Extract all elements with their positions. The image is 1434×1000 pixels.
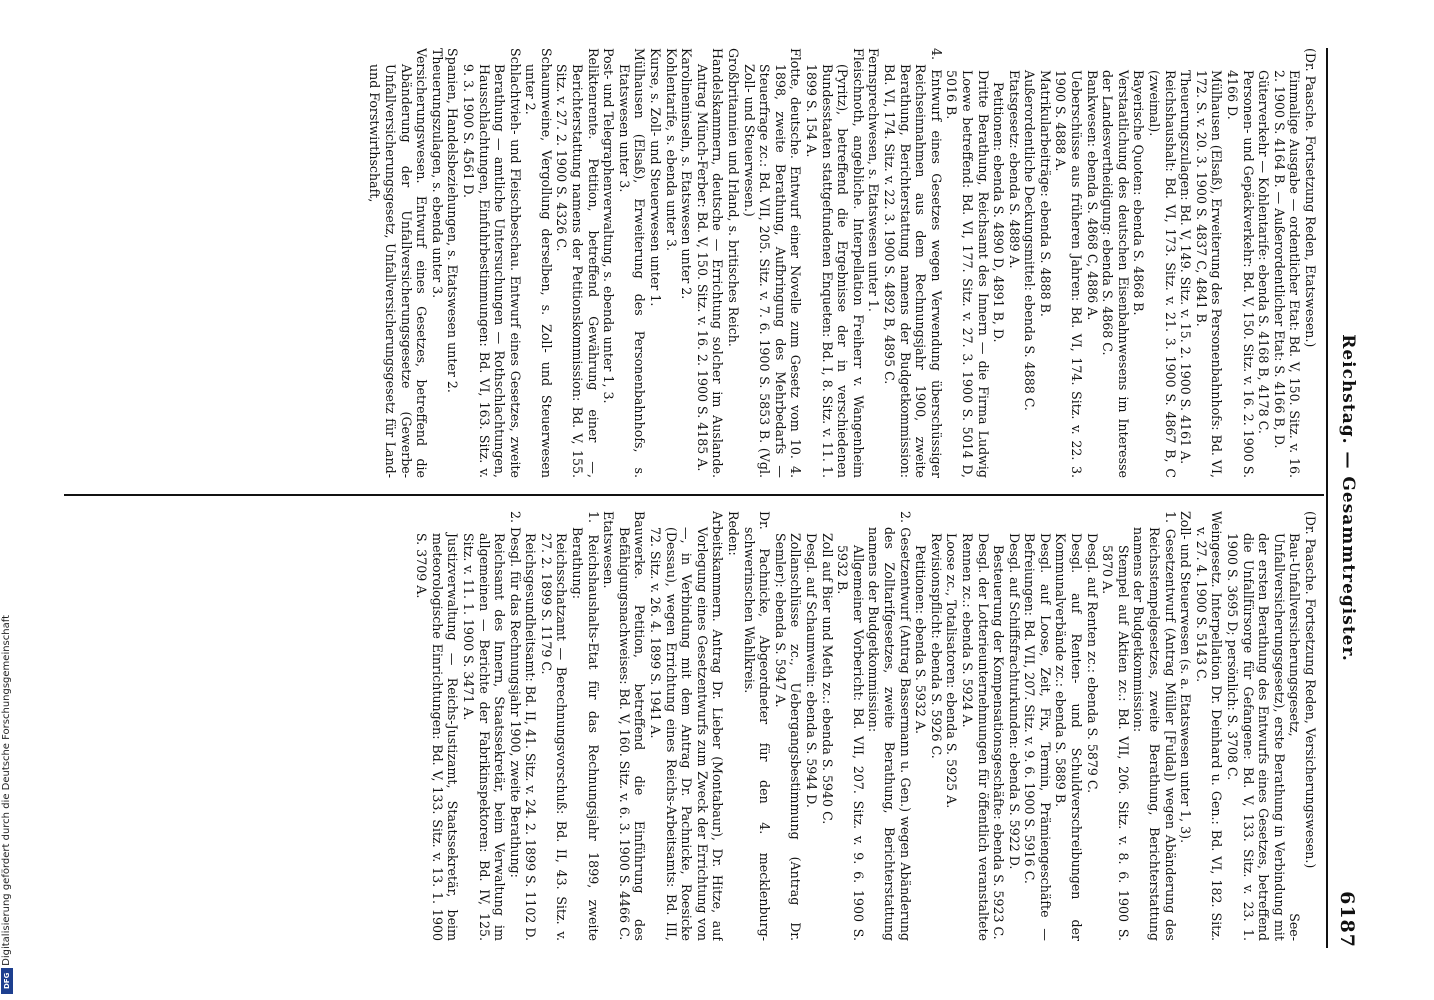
- running-head: [1330, 48, 1358, 948]
- register-entry: Kohlentarife, s. ebenda unter 3.: [663, 48, 679, 251]
- column-divider: [64, 494, 1324, 496]
- register-entry: Schlachtvieh- und Fleischbeschau. Entwurf eines Gesetzes, zweite Berathung — amtliche Untersuchungen — Rothschlachtungen, Hausschlachtungen, Einfuhrbestimmungen: Bd. VI, 163. Sitz. v. 9. 3. 1900 S. 4561 D.: [460, 48, 523, 478]
- register-entry: Spanien, Handelsbeziehungen, s. Etatswesen unter 2.: [445, 48, 461, 393]
- register-entry: Mülhausen (Elsaß), Erweiterung des Personenbahnhofs: Bd. VI, 172. S. v. 20. 3. 1900 S. 4837 C, 4841 B.: [1193, 70, 1225, 478]
- running-head-title: Reichstag. — Gesammtregister.: [1338, 334, 1358, 662]
- register-entry: Bayerische Quoten: ebenda S. 4868 B.: [1131, 70, 1147, 316]
- register-entry: Arbeitskammern. Antrag Dr. Lieber (Montabaur), Dr. Hitze, auf Vorlegung eines Gesetzentwurfs zum Zweck der Errichtung von —, in Verbindung mit dem Antrag Dr. Pachnicke, Roesicke (Dessau), wegen Errichtung eines Reichs-Arbeitsamts: Bd. III, 72. Sitz. v. 26. 4. 1899 S. 1941 A.: [648, 511, 726, 941]
- register-entry: Etatswesen.: [601, 511, 617, 589]
- funding-attribution: Digitalisierung gefördert durch die Deutsche Forschungsgemeinschaft: [1, 615, 12, 966]
- register-entry: Güterverkehr — Kohlentarife: ebenda S. 4168 B, 4178 C.: [1256, 70, 1272, 434]
- footer-strip: [0, 0, 14, 1000]
- register-entry: Dritte Berathung, Reichsamt des Innern — die Firma Ludwig Loewe betreffend: Bd. VI, 177. Sitz. v. 27. 3. 1900 S. 5014 D, 5016 B.: [944, 70, 991, 478]
- register-entry: Verstaatlichung des deutschen Eisenbahnwesens im Interesse der Landesvertheidigung: ebenda S. 4868 C.: [1100, 70, 1131, 478]
- register-entry: Reichsamt des Innern, Staatssekretär, beim Verwaltung im allgemeinen — Berichte der Fabrikinspektoren: Bd. IV, 125. Sitz. v. 11. 1. 1900 S. 3471 A.: [460, 533, 508, 941]
- register-entry: (Dr. Paasche. Fortsetzung Reden, Etatswesen.): [1303, 48, 1318, 348]
- register-entry: Handelskammern, deutsche — Errichtung solcher im Auslande. Antrag Münch-Ferber: Bd. V, 150. Sitz. v. 16. 2. 1900 S. 4185 A.: [694, 48, 726, 478]
- register-entry: Desgl. auf Loose, Zeit, Fix, Termin, Prämiengeschäfte — Befreiungen: Bd. VII, 207. Sitz. v. 9. 6. 1900 S. 5916 C.: [1022, 533, 1053, 941]
- register-entry: Versicherungswesen. Entwurf eines Gesetzes, betreffend die Abänderung der Unfallversicherungsgesetze (Gewerbe-Unfallversicherungsgesetz, Unfallversicherungsgesetz für Land- und Forstwirthschaft,: [367, 48, 430, 478]
- register-entry: 4. Entwurf eines Gesetzes wegen Verwendung überschüssiger Reichseinnahmen aus dem Rechnungsjahr 1900, zweite Berathung, Berichterstattung namens der Budgetkommission: Bd. VI, 174. Sitz. v. 22. 3. 1900 S. 4892 B, 4895 C.: [881, 48, 944, 478]
- register-entry: Stempel auf Aktien zc.: Bd. VII, 206. Sitz. v. 8. 6. 1900 S. 5870 A.: [1100, 545, 1131, 941]
- register-entry: Zoll- und Steuerwesen (s. a. Etatswesen unter 1, 3).: [1178, 511, 1194, 844]
- register-entry: Desgl. der Lotterieunternehmungen für öffentlich veranstaltete Rennen zc.: ebenda S. 5924 A.: [959, 533, 991, 941]
- register-entry: (Dr. Paasche. Fortsetzung Reden, Versicherungswesen.): [1303, 511, 1318, 869]
- register-entry: Einmalige Ausgabe — ordentlicher Etat: Bd. V, 150. Sitz. v. 16. 2. 1900 S. 4164 B. — Außerordentlicher Etat: S. 4166 B, D.: [1271, 70, 1303, 478]
- register-entry: Mülhausen (Elsaß), Erweiterung des Personenbahnhofs, s. Etatswesen unter 3.: [616, 48, 648, 478]
- register-entry: Desgl. auf Renten- und Schuldverschreibungen der Kommunalverbände zc.: ebenda S. 5889 B.: [1053, 533, 1085, 941]
- register-entry: Desgl. auf Schaumwein: ebenda S. 5944 D.: [804, 533, 819, 808]
- register-entry: Außerordentliche Deckungsmittel: ebenda S. 4888 C.: [1022, 70, 1038, 411]
- register-entry: 2. Desgl. für das Rechnungsjahr 1900, zweite Berathung:: [507, 511, 523, 878]
- register-entry: Theuerungszulagen: Bd. V, 149. Sitz. v. 15. 2. 1900 S. 4161 A.: [1178, 70, 1194, 465]
- register-entry: Reliktenrente. Petition, betreffend Gewährung einer —, Berichterstattung namens der Petitionskommission: Bd. V, 155. Sitz. v. 27. 2. 1900 S. 4326 C.: [554, 48, 601, 478]
- register-entry: Weingesetz. Interpellation Dr. Deinhard u. Gen.: Bd. VI, 182. Sitz. v. 27. 4. 1900 S. 5143 C.: [1193, 511, 1225, 941]
- register-entry: 1. Reichshaushalts-Etat für das Rechnungsjahr 1899, zweite Berathung:: [570, 511, 601, 941]
- rotated-register-page: [58, 48, 1358, 948]
- register-entry: Etatsgesetz: ebenda S. 4889 A.: [1006, 70, 1022, 269]
- register-entry: Personen- und Gepäckverkehr: Bd. V, 150. Sitz. v. 16. 2. 1900 S. 4166 D.: [1225, 70, 1256, 478]
- register-entry: Allgemeiner Vorbericht: Bd. VII, 207. Sitz. v. 9. 6. 1900 S. 5932 B.: [835, 545, 866, 941]
- register-entry: Schaumweine, Vergollung derselben, s. Zoll- und Steuerwesen unter 2.: [523, 48, 554, 478]
- register-entry: Fernsprechwesen, s. Etatswesen unter 1.: [866, 48, 882, 312]
- register-entry: Besteuerung der Kompensationsgeschäfte: ebenda S. 5923 C.: [991, 545, 1007, 940]
- register-entry: 2. Gesetzentwurf (Antrag Bassermann u. Gen.) wegen Abänderung des Zolltarifgesetzes, zweite Berathung, Berichterstattung namens der Budgetkommission:: [866, 511, 913, 941]
- register-entry: Petitionen: ebenda S. 5932 A.: [913, 545, 929, 735]
- page-number: 6187: [1336, 891, 1358, 948]
- register-entry: Ueberschüsse aus früheren Jahren: Bd. VI, 174. Sitz. v. 22. 3. 1900 S. 4888 A.: [1053, 70, 1085, 478]
- register-entry: Flotte, deutsche. Entwurf einer Novelle zum Gesetz vom 10. 4. 1898, zweite Berathung, Aufbringung des Mehrbedarfs — Steuerfrage zc.: Bd. VII, 205. Sitz. v. 7. 6. 1900 S. 5853 B. (Vgl. Zoll- und Steuerwesen.): [741, 48, 804, 478]
- register-entry: Bankwesen: ebenda S. 4868 C, 4886 A.: [1084, 70, 1100, 321]
- register-entry: Petitionen: ebenda S. 4890 D, 4891 B, D.: [991, 82, 1007, 343]
- register-entry: Kurse, s. Zoll- und Steuerwesen unter 1.: [648, 48, 664, 307]
- header-rule: [1326, 48, 1328, 948]
- register-entry: Reichshaushalt: Bd. VI, 173. Sitz. v. 21. 3. 1900 S. 4867 B, C (zweimal).: [1147, 70, 1178, 478]
- register-entry: Reichsschatzamt — Berechnungsvorschuß: Bd. II, 43. Sitz. v. 27. 2. 1899 S. 1179 C.: [538, 533, 570, 941]
- register-entry: Bauwerke. Petition, betreffend die Einführung des Befähigungsnachweises: Bd. V, 160. Sitz. v. 6. 3. 1900 S. 4466 C.: [616, 511, 648, 941]
- register-entry: Loose zc., Totalisatoren: ebenda S. 5925 A.: [944, 533, 960, 809]
- register-entry: Reden:: [726, 511, 742, 556]
- register-entry: Reichsgesundheitsamt: Bd. II, 41. Sitz. v. 24. 2. 1899 S. 1102 D.: [523, 533, 539, 941]
- register-entry: Fleischnoth, angebliche. Interpellation Freiherr v. Wangenheim (Pyritz), betreffend die Ergebnisse der in verschiedenen Bundesstaaten stattgefundenen Enqueten: Bd. I, 8. Sitz. v. 11. 1. 1899 S. 154 A.: [804, 48, 866, 478]
- register-entry: Bau-Unfallversicherungsgesetz, See-Unfallversicherungsgesetz), erste Berathung in Verbindung mit der ersten Berathung des Entwurfs eines Gesetzes, betreffend die Unfallfürsorge für Gefangene: Bd. V, 133. Sitz. v. 23. 1. 1900 S. 3695 D; persönlich: S. 3708 C.: [1225, 533, 1303, 941]
- register-entry: Karolineninseln, s. Etatswesen unter 2.: [679, 48, 695, 300]
- register-entry: Justizverwaltung — Reichs-Justizamt, Staatssekretär, beim meteorologische Einrichtungen: Bd. V, 133. Sitz. v. 13. 1. 1900 S. 3709 A.: [414, 533, 461, 941]
- register-entry: Großbritannien und Irland, s. britisches Reich.: [726, 48, 742, 347]
- register-entry: Post- und Telegraphenverwaltung, s. ebenda unter 1, 3.: [601, 48, 617, 404]
- register-entry: Matrikularbeiträge: ebenda S. 4888 B.: [1037, 70, 1053, 317]
- register-entry: Desgl. auf Schiffsfrachturkunden: ebenda S. 5922 D.: [1006, 533, 1022, 870]
- dfg-logo: DFG: [1, 968, 13, 994]
- register-entry: Desgl. auf Renten zc.: ebenda S. 5879 C.: [1084, 533, 1100, 794]
- register-entry: Dr. Pachnicke, Abgeordneter für den 4. mecklenburg-schwerinschen Wahlkreis.: [741, 511, 773, 941]
- register-entry: Zoll auf Bier und Meth zc.: ebenda S. 5940 C.: [819, 533, 835, 825]
- register-entry: Zollanschlüsse zc., Uebergangsbestimmung (Antrag Dr. Semler): ebenda S. 5947 A.: [772, 533, 804, 941]
- register-entry: 1. Gesetzentwurf (Antrag Müller [Fulda]) wegen Abänderung des Reichsstempelgesetzes, zweite Berathung, Berichterstattung namens der Budgetkommission:: [1131, 511, 1178, 941]
- register-entry: Revisionspflicht: ebenda S. 5926 C.: [928, 533, 944, 759]
- left-column: [68, 48, 1318, 478]
- right-column: [68, 511, 1318, 941]
- register-entry: Theuerungszulagen, s. ebenda unter 3.: [429, 48, 445, 299]
